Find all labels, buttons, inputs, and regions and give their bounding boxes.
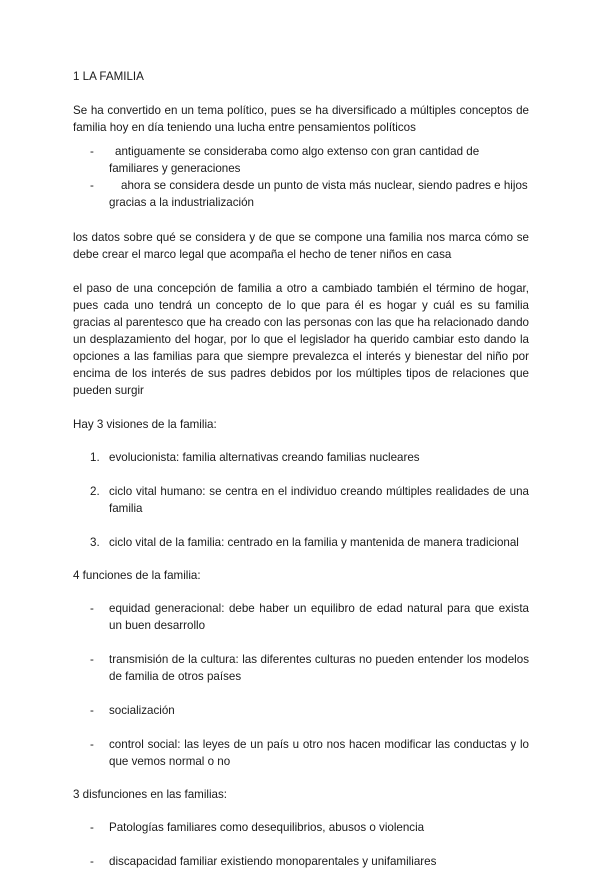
list-marker: - [90,704,94,717]
list-item-text: control social: las leyes de un país u otro nos hacen modificar las conductas y lo que vemos normal o no [109,738,529,768]
list-marker: 2. [90,485,100,498]
list-item-text: ciclo vital de la familia: centrado en la familia y mantenida de manera tradicional [109,536,519,549]
list-marker: - [90,179,94,192]
list-marker: - [90,738,94,751]
list-item [73,651,529,685]
list-item-text: ahora se considera desde un punto de vista más nuclear, siendo padres e hijos gracias a la industrialización [109,179,528,209]
list-item [73,483,529,517]
functions-list [73,600,529,770]
list-marker: 3. [90,536,100,549]
list-item-text: evolucionista: familia alternativas creando familias nucleares [109,451,420,464]
document-body [73,68,529,886]
list-item [73,853,529,870]
list-item [73,534,529,551]
list-item [73,177,529,211]
dysfunctions-list [73,819,529,870]
list-item-text: ciclo vital humano: se centra en el individuo creando múltiples realidades de una familia [109,485,529,515]
list-item [73,600,529,634]
intro-paragraph: Se ha convertido en un tema político, pues se ha diversificado a múltiples conceptos de familia hoy en día teniendo una lucha entre pensamientos políticos [73,104,529,134]
list-item-text: equidad generacional: debe haber un equilibro de edad natural para que exista un buen desarrollo [109,602,529,632]
history-list [73,143,529,211]
list-item-text: socialización [109,704,175,717]
list-marker: - [90,653,94,666]
dysfunctions-heading: 3 disfunciones en las familias: [73,788,228,801]
list-item [73,449,529,466]
list-item [73,702,529,719]
list-item [73,819,529,836]
list-marker: - [90,855,94,868]
legal-paragraph: los datos sobre qué se considera y de que se compone una familia nos marca cómo se debe crear el marco legal que acompaña el hecho de tener niños en casa [73,231,529,261]
document-title: 1 LA FAMILIA [73,70,144,83]
home-paragraph: el paso de una concepción de familia a otro a cambiado también el término de hogar, pues cada uno tendrá un concepto de lo que para él es hogar y cuál es su familia gracias al parentesco que ha creado con las personas con las que ha relacionado dando un desplazamiento del hogar, por lo que el legislador ha querido cambiar esto dando la opciones a las familias para que siempre prevalezca el interés y bienestar del niño por encima de los interés de sus padres debidos por los múltiples tipos de relaciones que pueden surgir [73,282,529,397]
list-marker: - [90,821,94,834]
list-item-text: discapacidad familiar existiendo monoparentales y unifamiliares [109,855,437,868]
list-item [73,143,529,177]
list-item-text: antiguamente se consideraba como algo extenso con gran cantidad de familiares y generaciones [109,145,480,175]
visions-list [73,449,529,551]
list-marker: - [90,145,94,158]
list-item [73,736,529,770]
list-marker: 1. [90,451,100,464]
list-item-text: transmisión de la cultura: las diferentes culturas no pueden entender los modelos de familia de otros países [109,653,529,683]
list-item-text: Patologías familiares como desequilibrios, abusos o violencia [109,821,425,834]
visions-heading: Hay 3 visiones de la familia: [73,418,217,431]
list-marker: - [90,602,94,615]
functions-heading: 4 funciones de la familia: [73,569,201,582]
